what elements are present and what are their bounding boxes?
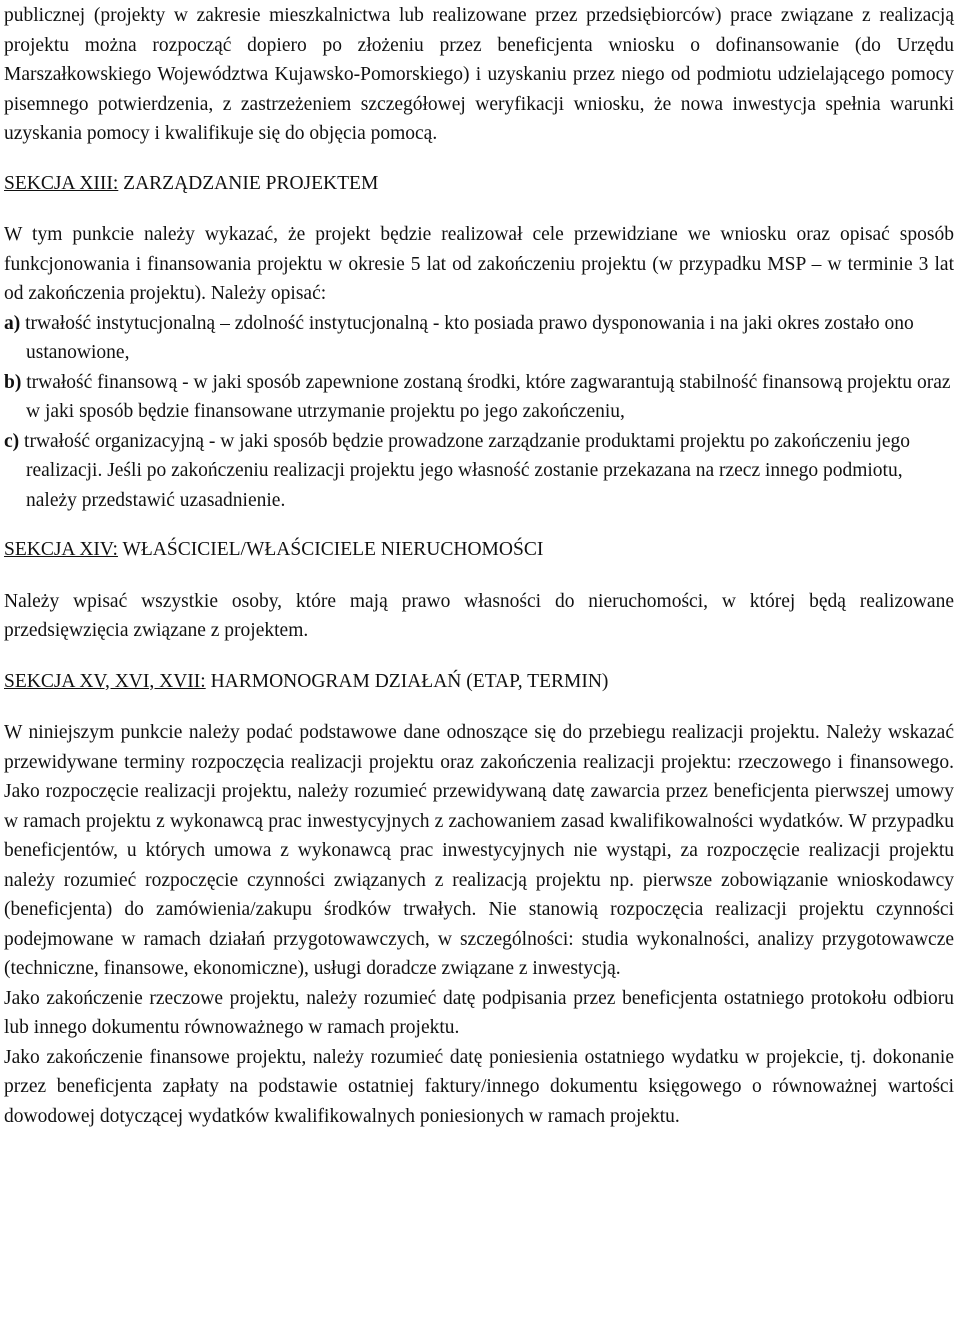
section-14-title: WŁAŚCICIEL/WŁAŚCICIELE NIERUCHOMOŚCI: [117, 539, 544, 560]
section-14-heading: [4, 535, 954, 565]
section-13-heading: [4, 169, 954, 199]
section-13-list: [4, 309, 954, 516]
section-15-paragraph-3: Jako zakończenie finansowe projektu, należy rozumieć datę poniesienia ostatniego wydatku w projekcie, tj. dokonanie przez beneficjenta zapłaty na podstawie ostatniej faktury/innego dokumentu księgowego o równoważnej wartości dowodowej dotyczącej wydatków kwalifikowalnych poniesionych w ramach projektu.: [4, 1046, 954, 1127]
section-13-title: ZARZĄDZANIE PROJEKTEM: [118, 172, 379, 194]
list-item: b) trwałość finansową - w jaki sposób zapewnione zostaną środki, które zagwarantują stabilność finansową projektu oraz w jaki sposób będzie finansowane utrzymanie projektu po jego zakończeniu,: [4, 371, 951, 422]
section-13-paragraph: W tym punkcie należy wykazać, że projekt będzie realizował cele przewidziane we wniosku oraz opisać sposób funkcjonowania i finansowania projektu w okresie 5 lat od zakończeniu projektu (w przypadku MSP – w terminie 3 lat od zakończenia projektu). Należy opisać:: [4, 224, 954, 304]
list-item: c) trwałość organizacyjną - w jaki sposób będzie prowadzone zarządzanie produktami projektu po zakończeniu jego realizacji. Jeśli po zakończeniu realizacji projektu jego własność zostanie przekazana na rzecz innego podmiotu, należy przedstawić uzasadnienie.: [4, 430, 911, 511]
list-item: a) trwałość instytucjonalną – zdolność instytucjonalną - kto posiada prawo dysponowania i na jaki okres zostało ono ustanowione,: [4, 312, 914, 363]
document-page: [0, 1, 960, 1131]
section-15-paragraph-2: Jako zakończenie rzeczowe projektu, należy rozumieć datę podpisania przez beneficjenta ostatniego protokołu odbioru lub innego dokumentu równoważnego w ramach projektu.: [4, 987, 954, 1038]
section-15-heading: [4, 667, 954, 697]
section-15-title: HARMONOGRAM DZIAŁAŃ (ETAP, TERMIN): [205, 670, 609, 692]
section-14-paragraph: Należy wpisać wszystkie osoby, które mają prawo własności do nieruchomości, w której będą realizowane przedsięwzięcia związane z projektem.: [4, 590, 954, 641]
section-14-label: SEKCJA XIV:: [4, 539, 118, 560]
intro-paragraph: publicznej (projekty w zakresie mieszkalnictwa lub realizowane przez przedsiębiorców) prace związane z realizacją projektu można rozpocząć dopiero po złożeniu przez beneficjenta wniosku o dofinansowanie (do Urzędu Marszałkowskiego Województwa Kujawsko-Pomorskiego) i uzyskaniu przez niego od podmiotu udzielającego pomocy pisemnego potwierdzenia, z zastrzeżeniem szczegółowej weryfikacji wniosku, że nowa inwestycja spełnia warunki uzyskania pomocy i kwalifikuje się do objęcia pomocą.: [4, 5, 954, 144]
section-13-label: SEKCJA XIII:: [4, 172, 119, 194]
section-15-paragraph-1: W niniejszym punkcie należy podać podstawowe dane odnoszące się do przebiegu realizacji projektu. Należy wskazać przewidywane terminy rozpoczęcia realizacji projektu oraz zakończenia realizacji projektu: rzeczowego i finansowego. Jako rozpoczęcie realizacji projektu, należy rozumieć przewidywaną datę zawarcia przez beneficjenta pierwszej umowy w ramach projektu z wykonawcą prac inwestycyjnych z zachowaniem zasad kwalifikowalności wydatków. W przypadku beneficjentów, u których umowa z wykonawcą prac inwestycyjnych nie wystąpi, za rozpoczęcie realizacji projektu należy rozumieć rozpoczęcie czynności związanych z realizacją projektu np. pierwsze zobowiązanie wnioskodawcy (beneficjenta) do zamówienia/zakupu środków trwałych. Nie stanowią rozpoczęcia realizacji projektu czynności podejmowane w ramach działań przygotowawczych, w szczególności: studia wykonalności, analizy przygotowawcze (techniczne, finansowe, ekonomiczne), usługi doradcze związane z inwestycją.: [4, 722, 954, 979]
section-15-label: SEKCJA XV, XVI, XVII:: [4, 670, 206, 692]
